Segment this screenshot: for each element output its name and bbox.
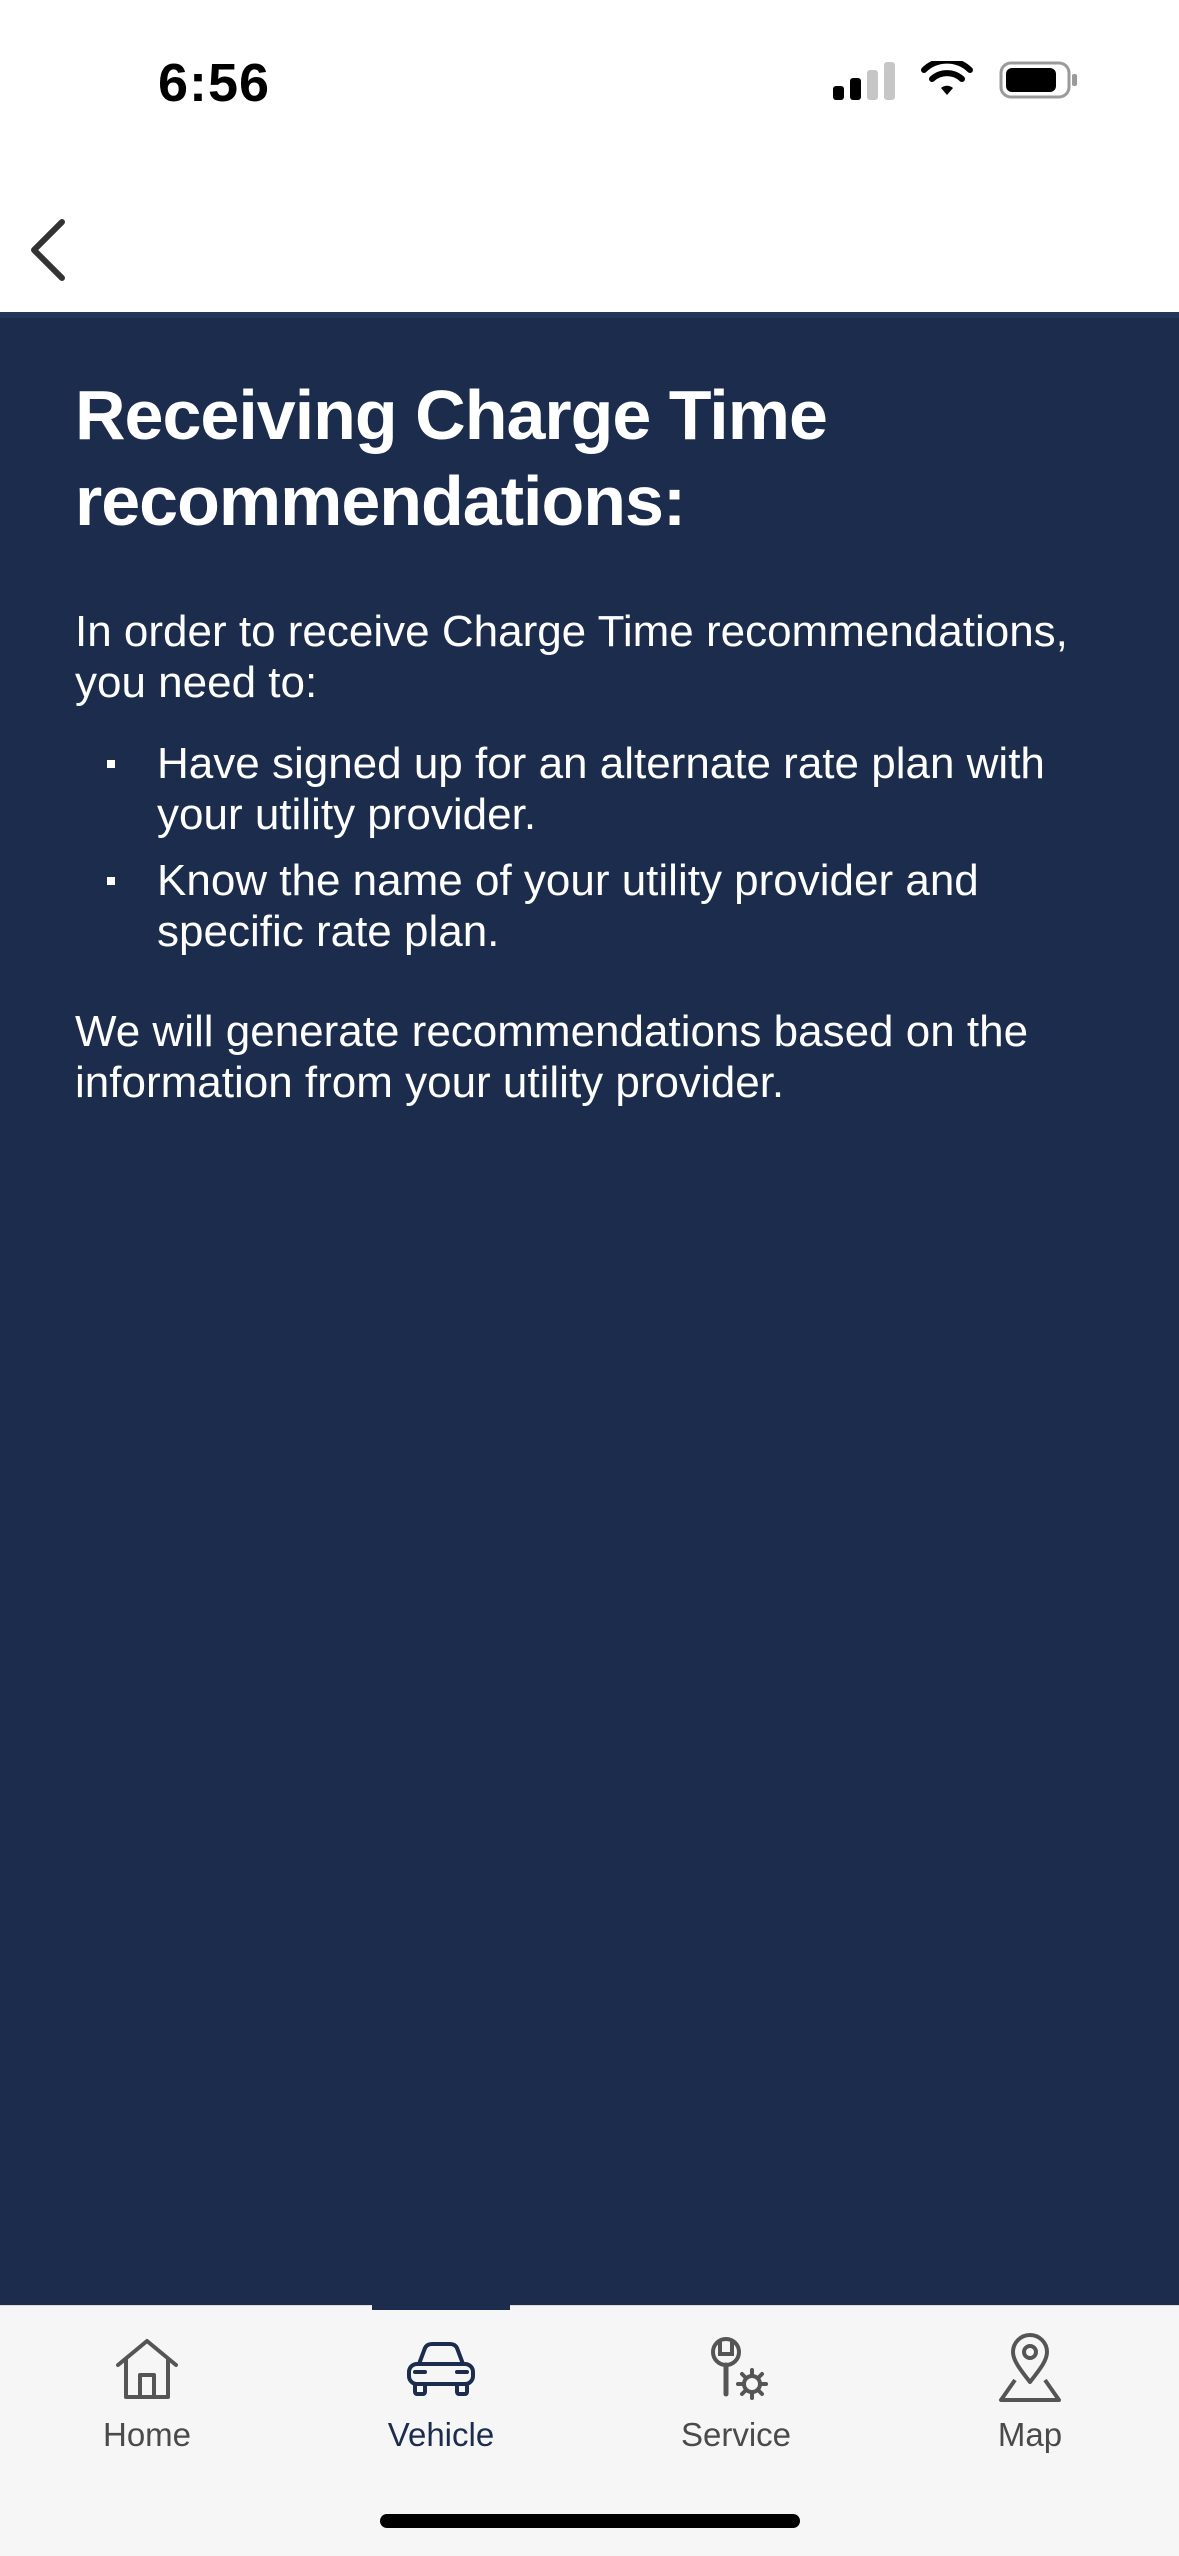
tab-home-label: Home bbox=[102, 2416, 192, 2453]
home-indicator[interactable] bbox=[380, 2514, 800, 2528]
status-bar bbox=[0, 0, 1179, 160]
tab-service-label: Service bbox=[680, 2416, 792, 2453]
service-gear-icon bbox=[696, 2328, 776, 2408]
intro-text: In order to receive Charge Time recommendations, you need to: bbox=[75, 607, 1068, 707]
car-icon bbox=[401, 2328, 481, 2408]
tab-vehicle[interactable] bbox=[294, 2306, 588, 2456]
tab-map-label: Map bbox=[997, 2416, 1063, 2453]
battery-icon bbox=[999, 60, 1079, 100]
list-item bbox=[75, 738, 1115, 840]
wifi-icon bbox=[921, 61, 973, 99]
active-tab-indicator bbox=[372, 2305, 510, 2310]
back-button[interactable] bbox=[18, 210, 78, 290]
page-title: Receiving Charge Time recommendations: bbox=[75, 376, 827, 540]
home-icon bbox=[107, 2328, 187, 2408]
status-icons bbox=[833, 60, 1079, 100]
nav-header bbox=[0, 160, 1179, 312]
tab-service[interactable] bbox=[589, 2306, 883, 2456]
bullet-icon bbox=[107, 877, 115, 885]
outro-text: We will generate recommendations based on the information from your utility provider. bbox=[75, 1007, 1029, 1107]
tab-home[interactable] bbox=[0, 2306, 294, 2456]
cellular-signal-icon bbox=[833, 60, 895, 100]
requirement-text: Know the name of your utility provider and specific rate plan. bbox=[157, 856, 979, 956]
requirements-list bbox=[75, 738, 1115, 972]
map-pin-icon bbox=[990, 2328, 1070, 2408]
info-panel bbox=[0, 312, 1179, 2305]
panel-top-divider bbox=[0, 312, 1179, 318]
requirement-text: Have signed up for an alternate rate plan with your utility provider. bbox=[157, 739, 1045, 839]
tab-map[interactable] bbox=[883, 2306, 1177, 2456]
bullet-icon bbox=[107, 760, 115, 768]
list-item bbox=[75, 855, 1115, 957]
chevron-left-icon bbox=[28, 218, 68, 282]
status-time: 6:56 bbox=[158, 53, 271, 113]
tab-vehicle-label: Vehicle bbox=[387, 2416, 495, 2453]
